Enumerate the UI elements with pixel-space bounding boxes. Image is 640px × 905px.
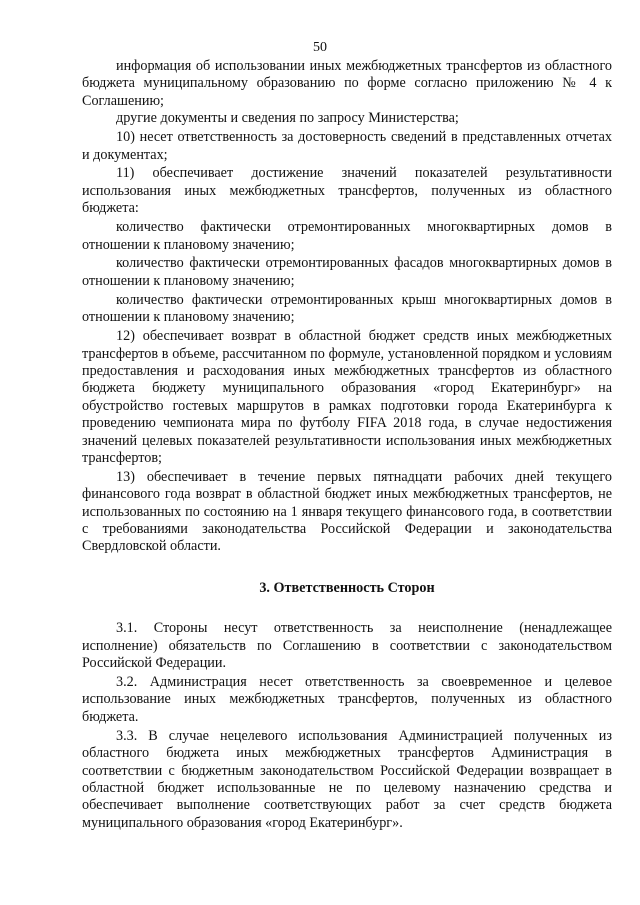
paragraph-3-1: 3.1. Стороны несут ответственность за неисполнение (ненадлежащее исполнение) обязательств по Соглашению в соответствии с законодательством Российской Федерации. bbox=[82, 620, 612, 672]
paragraph-other-documents: другие документы и сведения по запросу Министерства; bbox=[116, 110, 459, 127]
paragraph-3-2: 3.2. Администрация несет ответственность за своевременное и целевое использование иных межбюджетных трансфертов, полученных из областного бюджета. bbox=[82, 674, 612, 725]
paragraph-item-10: 10) несет ответственность за достоверность сведений в представленных отчетах и документах; bbox=[82, 129, 612, 163]
paragraph-indicator-facades: количество фактически отремонтированных фасадов многоквартирных домов в отношении к плановому значению; bbox=[82, 255, 612, 289]
paragraph-report-info: информация об использовании иных межбюджетных трансфертов из областного бюджета муниципальному образованию по форме согласно приложению № 4 к Соглашению; bbox=[82, 58, 612, 109]
document-body bbox=[82, 58, 612, 832]
paragraph-item-12: 12) обеспечивает возврат в областной бюджет средств иных межбюджетных трансфертов в объеме, рассчитанном по формуле, установленной порядком и условиям предоставления и расходования иных межбюджетных трансфертов из областного бюджета бюджету муниципального образования «город Екатеринбург» на обустройство гостевых маршрутов в рамках подготовки города Екатеринбурга к проведению чемпионата мира по футболу FIFA 2018 года, в случае недостижения значений целевых показателей результативности использования иных межбюджетных трансфертов; bbox=[82, 328, 612, 466]
paragraph-indicator-houses: количество фактически отремонтированных многоквартирных домов в отношении к плановому значению; bbox=[82, 219, 612, 253]
page-number: 50 bbox=[313, 40, 327, 55]
paragraph-indicator-roofs: количество фактически отремонтированных крыш многоквартирных домов в отношении к плановому значению; bbox=[82, 291, 612, 326]
paragraph-3-3: 3.3. В случае нецелевого использования Администрацией полученных из областного бюджета иных межбюджетных трансфертов Администрация в соответствии с бюджетным законодательством Российской Федерации возвращает в областной бюджет использованные не по целевому назначению средства и обеспечивает выполнение соответствующих работ за счет средств бюджета муниципального образования «город Екатеринбург». bbox=[82, 727, 612, 831]
section-heading: 3. Ответственность Сторон bbox=[259, 579, 435, 596]
paragraph-item-11: 11) обеспечивает достижение значений показателей результативности использования иных межбюджетных трансфертов, полученных из областного бюджета: bbox=[82, 165, 612, 217]
paragraph-item-13: 13) обеспечивает в течение первых пятнадцати рабочих дней текущего финансового года возврат в областной бюджет иных межбюджетных трансфертов, не использованных по состоянию на 1 января текущего финансового года, в соответствии с требованиями законодательства Российской Федерации и законодательства Свердловской области. bbox=[82, 468, 612, 555]
